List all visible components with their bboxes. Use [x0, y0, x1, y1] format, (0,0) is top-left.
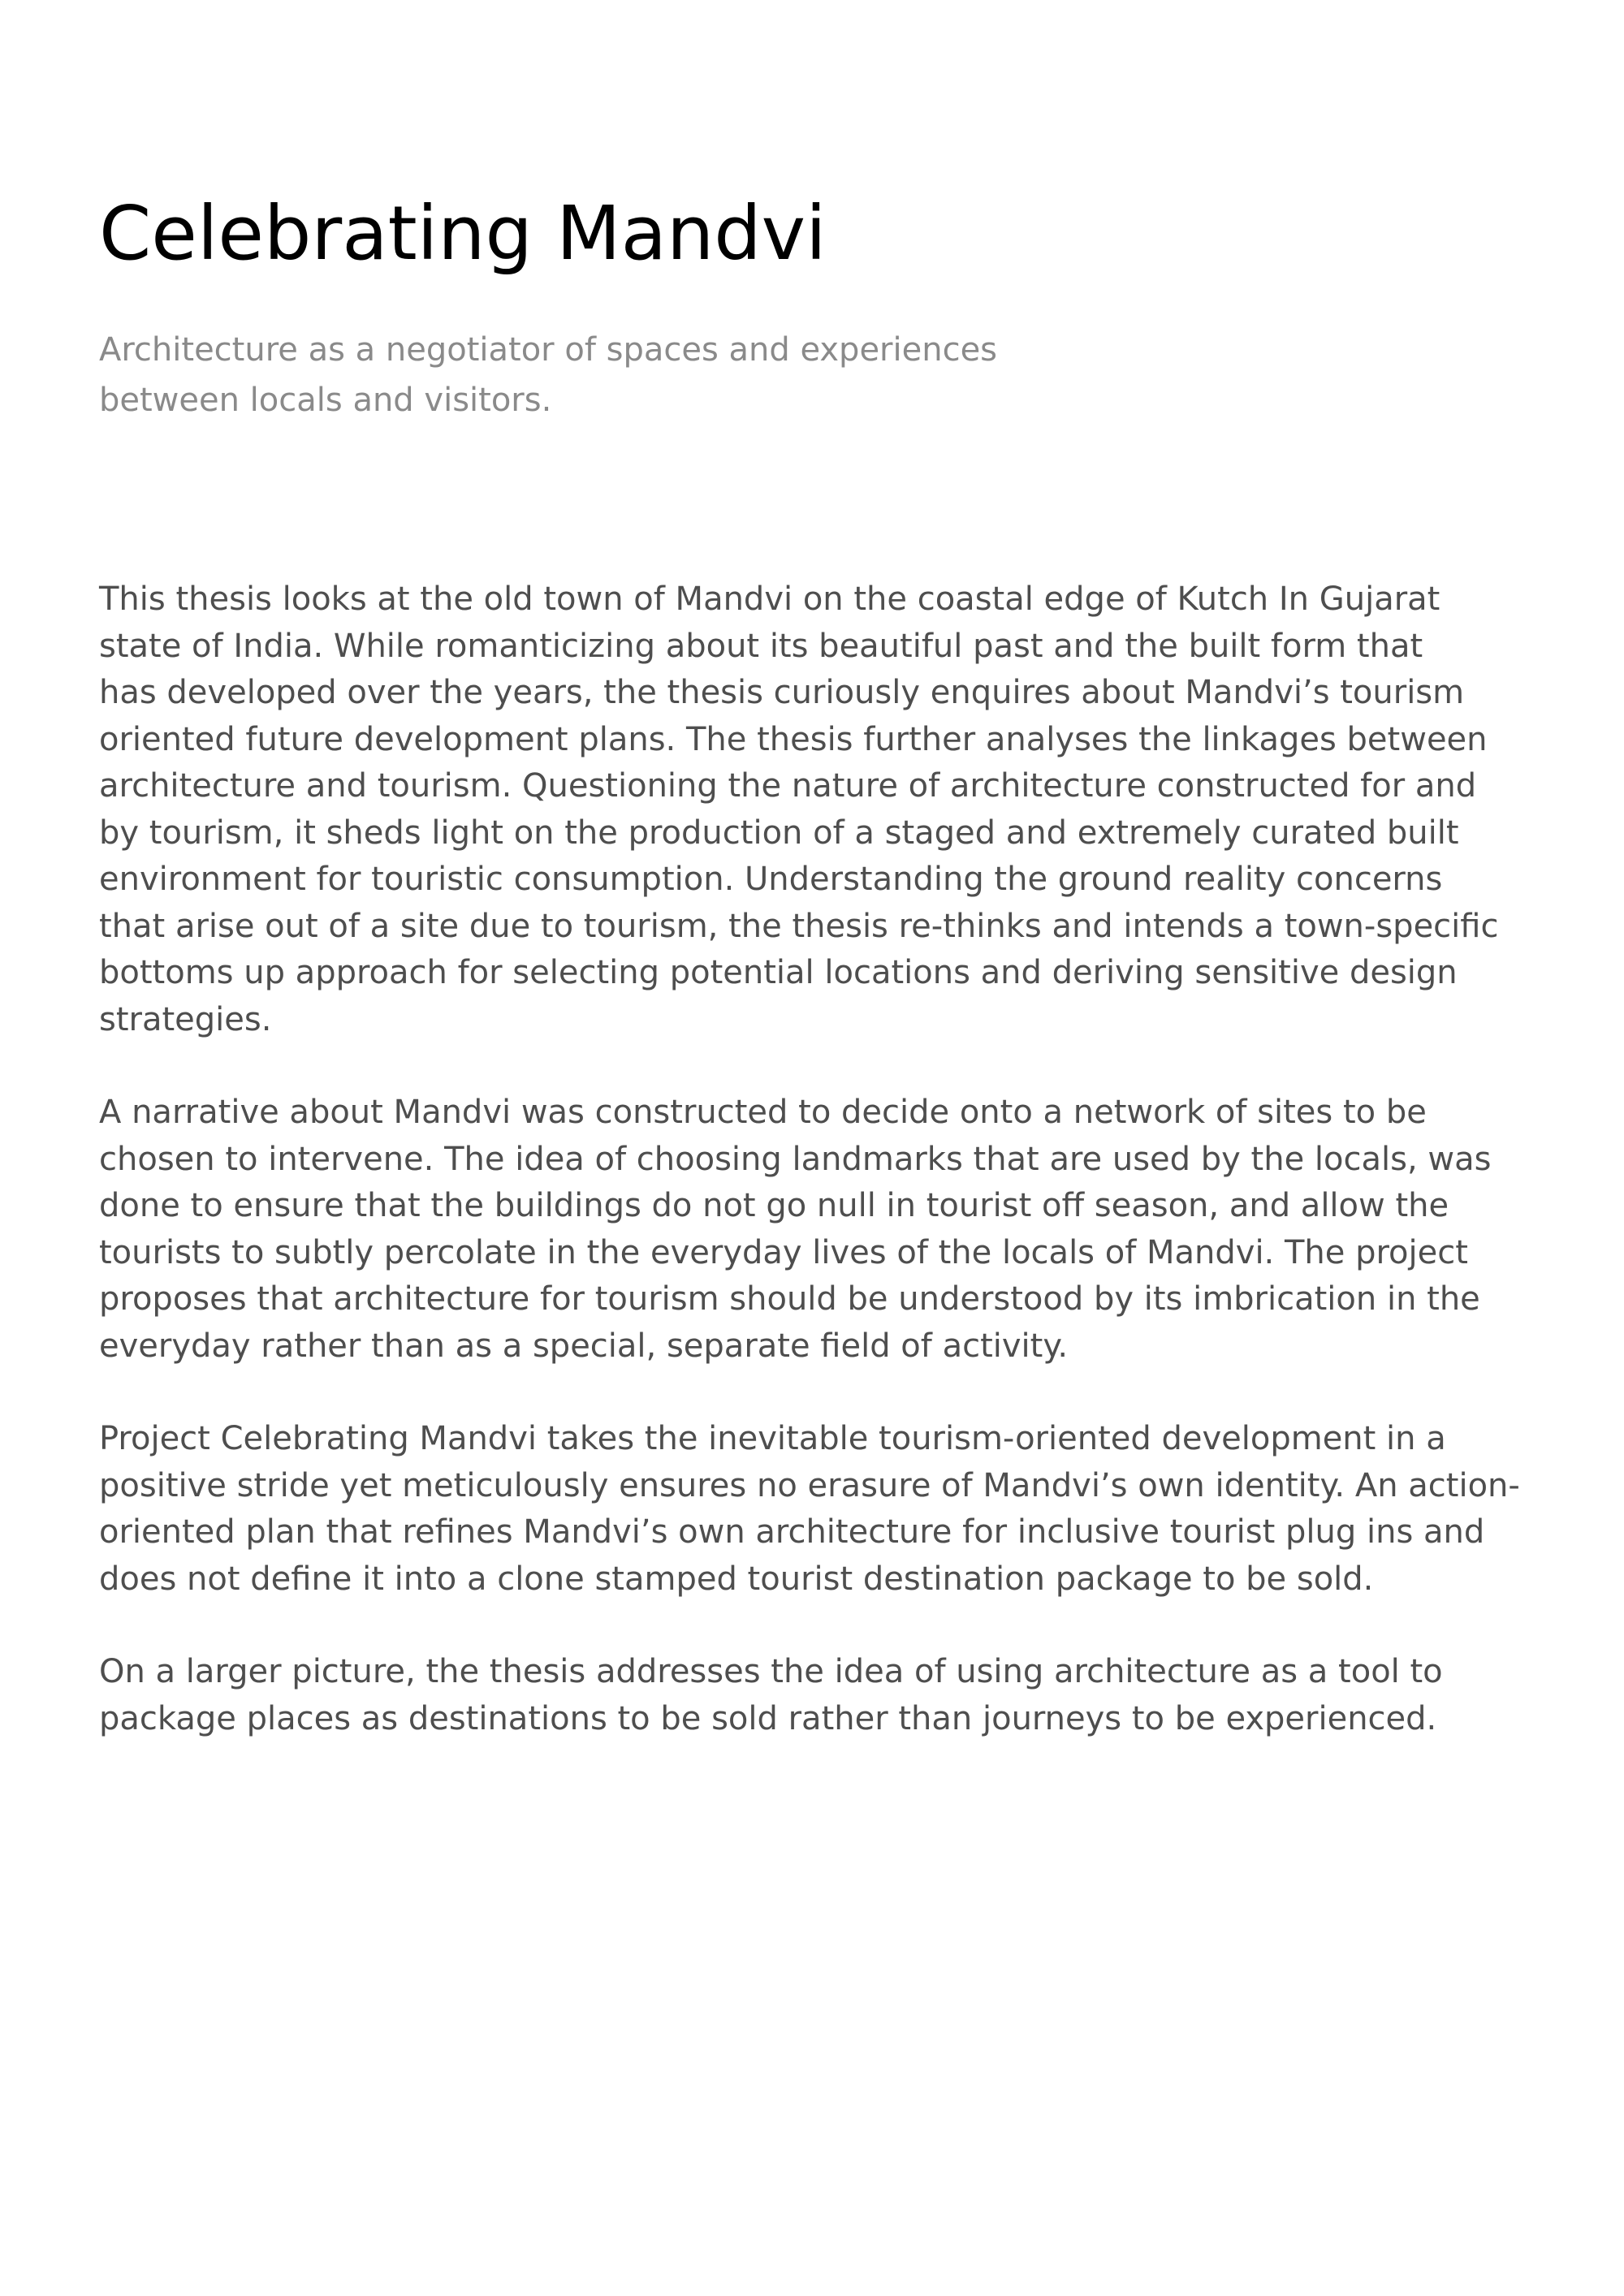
text-line: state of India. While romanticizing about its beautiful past and the built form that	[99, 627, 1423, 665]
text-line: Project Celebrating Mandvi takes the inevitable tourism-oriented development in a	[99, 1420, 1446, 1457]
text-line: architecture and tourism. Questioning the nature of architecture constructed for and	[99, 767, 1477, 805]
text-line: that arise out of a site due to tourism, the thesis re-thinks and intends a town-specific	[99, 907, 1499, 945]
text-line: has developed over the years, the thesis curiously enquires about Mandvi’s tourism	[99, 674, 1465, 711]
page-title: Celebrating Mandvi	[99, 190, 827, 277]
text-line: by tourism, it sheds light on the production of a staged and extremely curated built	[99, 814, 1459, 852]
text-line: On a larger picture, the thesis addresses the idea of using architecture as a tool to	[99, 1653, 1443, 1690]
text-line: oriented future development plans. The thesis further analyses the linkages between	[99, 720, 1488, 758]
text-line: This thesis looks at the old town of Mandvi on the coastal edge of Kutch In Gujarat	[99, 580, 1440, 618]
text-line: package places as destinations to be sold rather than journeys to be experienced.	[99, 1699, 1437, 1737]
text-line: positive stride yet meticulously ensures no erasure of Mandvi’s own identity. An action-	[99, 1466, 1520, 1504]
text-line: everyday rather than as a special, separate field of activity.	[99, 1327, 1069, 1365]
text-line: strategies.	[99, 1000, 272, 1038]
paragraph-conclusion	[99, 1649, 1544, 1742]
body-text	[99, 576, 1544, 1789]
paragraph-abstract	[99, 576, 1544, 1043]
text-line: does not define it into a clone stamped tourist destination package to be sold.	[99, 1560, 1374, 1598]
paragraph-narrative	[99, 1090, 1544, 1370]
text-line: A narrative about Mandvi was constructed to decide onto a network of sites to be	[99, 1094, 1427, 1131]
text-line: proposes that architecture for tourism should be understood by its imbrication in the	[99, 1280, 1480, 1318]
text-line: tourists to subtly percolate in the everyday lives of the locals of Mandvi. The project	[99, 1233, 1468, 1271]
subtitle-line: between locals and visitors.	[99, 382, 552, 419]
text-line: done to ensure that the buildings do not go null in tourist off season, and allow the	[99, 1187, 1449, 1224]
paragraph-project	[99, 1416, 1544, 1603]
page-subtitle	[99, 325, 1155, 425]
text-line: oriented plan that refines Mandvi’s own architecture for inclusive tourist plug ins and	[99, 1513, 1485, 1551]
text-line: environment for touristic consumption. Understanding the ground reality concerns	[99, 861, 1443, 898]
subtitle-line: Architecture as a negotiator of spaces and experiences	[99, 331, 998, 369]
text-line: chosen to intervene. The idea of choosing landmarks that are used by the locals, was	[99, 1140, 1492, 1178]
text-line: bottoms up approach for selecting potential locations and deriving sensitive design	[99, 954, 1458, 991]
